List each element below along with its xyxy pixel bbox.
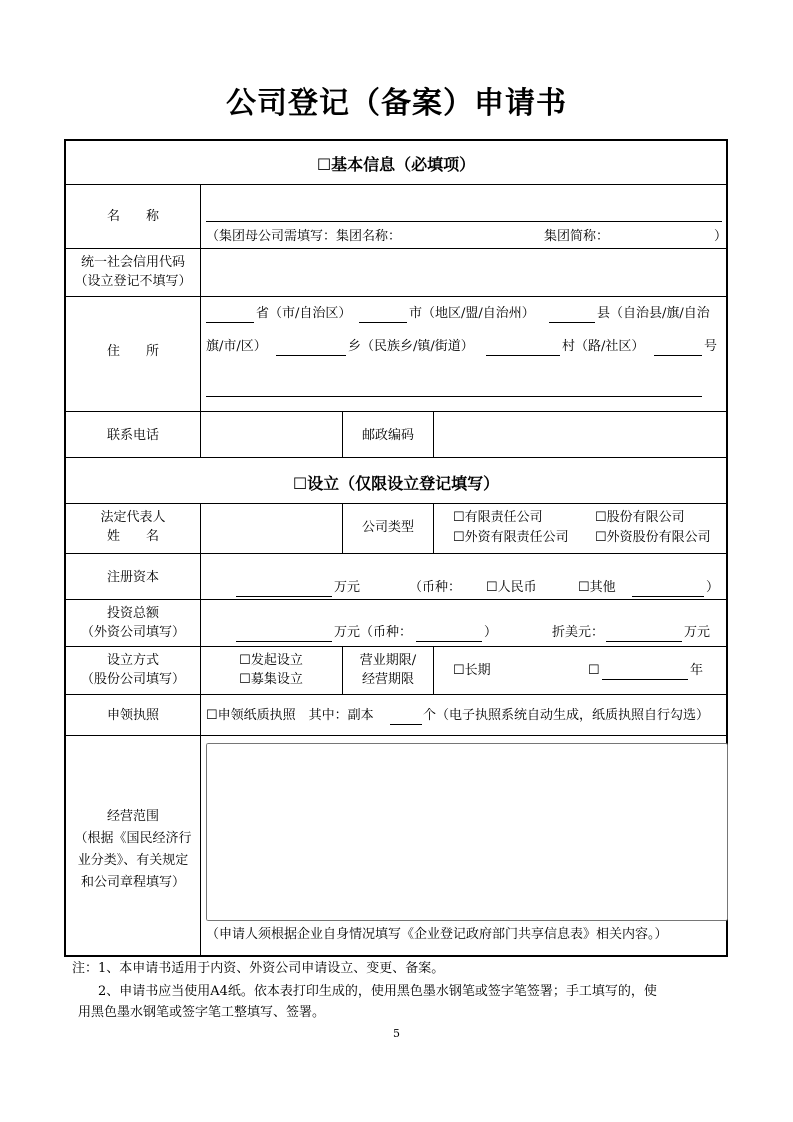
currency-rmb-option[interactable]: ☐人民币	[486, 580, 537, 595]
total-investment-label: 投资总额	[106, 606, 159, 621]
county-text: 县（自治县/旗/自治	[597, 306, 710, 321]
option-foreign-joint-stock[interactable]: ☐外资股份有限公司	[595, 530, 711, 545]
license-note: 个（电子执照系统自动生成，纸质执照自行勾选）	[423, 708, 710, 723]
village-blank[interactable]	[486, 355, 560, 356]
section-setup[interactable]: ☐设立（仅限设立登记填写）	[292, 474, 500, 493]
term-long-option[interactable]: ☐长期	[453, 663, 491, 678]
phone-label: 联系电话	[106, 428, 159, 443]
name-label: 名 称	[106, 209, 159, 224]
county-text-cont: 旗/市/区）	[206, 339, 267, 354]
business-scope-label: 经营范围	[106, 809, 159, 824]
company-name-underline	[206, 221, 722, 222]
credit-code-label: 统一社会信用代码	[80, 255, 185, 270]
term-label-2: 经营期限	[361, 672, 414, 687]
term-years-option[interactable]: ☐	[588, 663, 600, 678]
company-name-input[interactable]	[206, 197, 722, 219]
setup-method-note: （股份公司填写）	[80, 672, 185, 687]
city-blank[interactable]	[359, 322, 407, 323]
legal-rep-input[interactable]	[206, 511, 336, 545]
capital-amount-blank[interactable]	[236, 596, 332, 597]
section-basic-info[interactable]: ☐基本信息（必填项）	[316, 155, 476, 174]
setup-offering-option[interactable]: ☐募集设立	[239, 672, 303, 687]
province-text: 省（市/自治区）	[256, 306, 352, 321]
note-1: 注：1、本申请书适用于内资、外资公司申请设立、变更、备案。	[72, 961, 445, 976]
city-text: 市（地区/盟/自治州）	[409, 306, 535, 321]
usd-amount-blank[interactable]	[606, 641, 682, 642]
legal-rep-name-label: 姓 名	[106, 529, 159, 544]
note-2: 2、申请书应当使用A4纸。依本表打印生成的，使用黑色墨水钢笔或签字笔签署；手工填写的，使	[72, 984, 657, 999]
hint-close: ）	[714, 229, 728, 244]
currency-other-blank[interactable]	[632, 596, 704, 597]
registered-capital-label: 注册资本	[106, 570, 159, 585]
total-investment-note: （外资公司填写）	[80, 625, 185, 640]
page-number: 5	[393, 1027, 400, 1040]
number-blank[interactable]	[654, 355, 702, 356]
option-limited-liability[interactable]: ☐有限责任公司	[453, 510, 543, 525]
business-scope-note-2: 业分类》、有关规定	[77, 853, 189, 868]
page-title: 公司登记（备案）申请书	[226, 86, 567, 121]
currency-close: ）	[706, 580, 720, 595]
phone-input[interactable]	[206, 419, 336, 449]
investment-amount-blank[interactable]	[236, 641, 332, 642]
company-type-label: 公司类型	[361, 520, 414, 535]
legal-rep-label: 法定代表人	[100, 510, 166, 525]
license-label: 申领执照	[106, 708, 159, 723]
usd-label: 折美元：	[552, 625, 605, 640]
divider	[66, 184, 726, 185]
group-short-name-hint: 集团简称：	[544, 229, 610, 244]
term-years-unit: 年	[690, 663, 704, 678]
postcode-input[interactable]	[438, 419, 722, 449]
business-scope-input[interactable]	[206, 743, 728, 921]
option-joint-stock[interactable]: ☐股份有限公司	[595, 510, 685, 525]
license-paper-option[interactable]: ☐申领纸质执照 其中：副本	[206, 708, 374, 723]
term-label: 营业期限/	[359, 653, 417, 668]
township-blank[interactable]	[276, 355, 346, 356]
note-3: 用黑色墨水钢笔或签字笔工整填写、签署。	[78, 1005, 326, 1020]
option-foreign-limited[interactable]: ☐外资有限责任公司	[453, 530, 569, 545]
business-scope-note-3: 和公司章程填写）	[80, 875, 185, 890]
capital-unit: 万元	[334, 580, 361, 595]
group-name-hint: （集团母公司需填写：集团名称：	[206, 229, 402, 244]
address-label: 住 所	[106, 344, 159, 359]
license-copies-blank[interactable]	[390, 724, 422, 725]
investment-unit: 万元（币种：	[334, 625, 413, 640]
township-text: 乡（民族乡/镇/街道）	[348, 339, 474, 354]
village-text: 村（路/社区）	[562, 339, 645, 354]
number-text: 号	[704, 339, 718, 354]
setup-method-label: 设立方式	[106, 653, 159, 668]
business-scope-note-1: （根据《国民经济行	[74, 831, 192, 846]
investment-close: ）	[484, 625, 498, 640]
currency-label: （币种：	[409, 580, 462, 595]
address-detail-line[interactable]	[206, 396, 702, 397]
investment-currency-blank[interactable]	[416, 641, 482, 642]
setup-sponsor-option[interactable]: ☐发起设立	[239, 653, 303, 668]
currency-other-option[interactable]: ☐其他	[578, 580, 616, 595]
province-blank[interactable]	[206, 322, 254, 323]
term-years-blank[interactable]	[602, 679, 688, 680]
credit-code-input[interactable]	[206, 256, 722, 286]
usd-unit: 万元	[684, 625, 711, 640]
application-form	[64, 139, 728, 957]
business-scope-hint: （申请人须根据企业自身情况填写《企业登记政府部门共享信息表》相关内容。）	[206, 927, 668, 942]
credit-code-note: （设立登记不填写）	[74, 274, 192, 289]
postcode-label: 邮政编码	[361, 428, 414, 443]
county-blank[interactable]	[549, 322, 595, 323]
